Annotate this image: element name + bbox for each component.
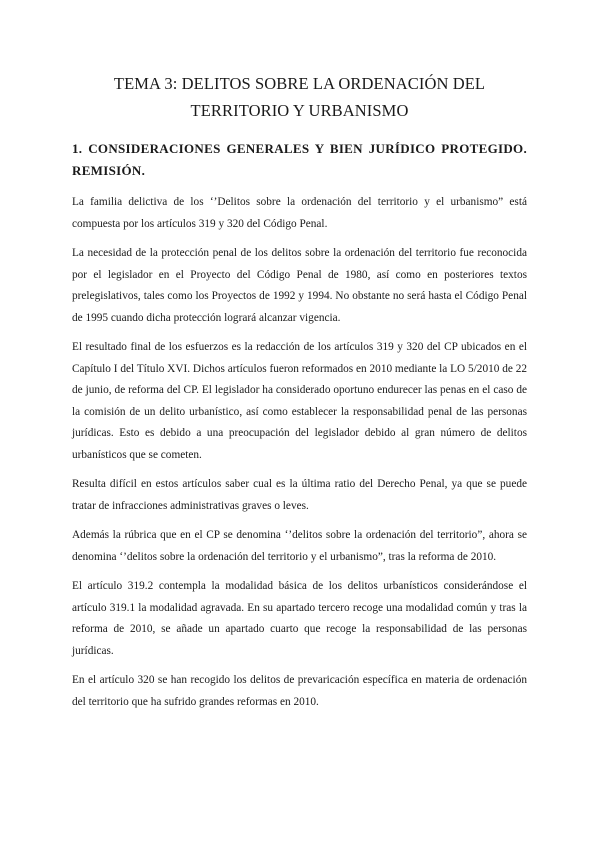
document-page (72, 70, 527, 721)
paragraph-5: Además la rúbrica que en el CP se denomina ‘’delitos sobre la ordenación del territorio”, ahora se denomina ‘’delitos sobre la ordenación del territorio y el urbanismo”, tras la reforma de 2010. (72, 529, 527, 563)
paragraph-3: El resultado final de los esfuerzos es la redacción de los artículos 319 y 320 del CP ubicados en el Capítulo I del Título XVI. Dichos artículos fueron reformados en 2010 mediante la LO 5/2010 de 22 de junio, de reforma del CP. El legislador ha considerado oportuno endurecer las penas en el caso de la comisión de un delito urbanístico, así como establecer la responsabilidad penal de las personas jurídicas. Esto es debido a una preocupación del legislador debido al gran número de delitos urbanísticos que se cometen. (72, 341, 528, 461)
document-title (72, 70, 527, 124)
section-heading: 1. CONSIDERACIONES GENERALES Y BIEN JURÍDICO PROTEGIDO. REMISIÓN. (72, 141, 527, 178)
paragraph-2: La necesidad de la protección penal de los delitos sobre la ordenación del territorio fue reconocida por el legislador en el Proyecto del Código Penal de 1980, así como en posteriores textos prelegislativos, tales como los Proyectos de 1992 y 1994. No obstante no será hasta el Código Penal de 1995 cuando dicha protección logrará alcanzar vigencia. (72, 247, 527, 324)
document-title-line-2: TERRITORIO Y URBANISMO (190, 101, 409, 120)
document-title-line-1: TEMA 3: DELITOS SOBRE LA ORDENACIÓN DEL (113, 74, 486, 93)
paragraph-7: En el artículo 320 se han recogido los delitos de prevaricación específica en materia de ordenación del territorio que ha sufrido grandes reformas en 2010. (72, 674, 527, 708)
paragraph-1: La familia delictiva de los ‘’Delitos sobre la ordenación del territorio y el urbanismo” está compuesta por los artículos 319 y 320 del Código Penal. (72, 196, 527, 230)
paragraph-4: Resulta difícil en estos artículos saber cual es la última ratio del Derecho Penal, ya que se puede tratar de infracciones administrativas graves o leves. (72, 478, 527, 512)
paragraph-6: El artículo 319.2 contempla la modalidad básica de los delitos urbanísticos considerándose el artículo 319.1 la modalidad agravada. En su apartado tercero recoge una modalidad común y tras la reforma de 2010, se añade un apartado cuarto que recoge la responsabilidad de las personas jurídicas. (72, 580, 527, 657)
